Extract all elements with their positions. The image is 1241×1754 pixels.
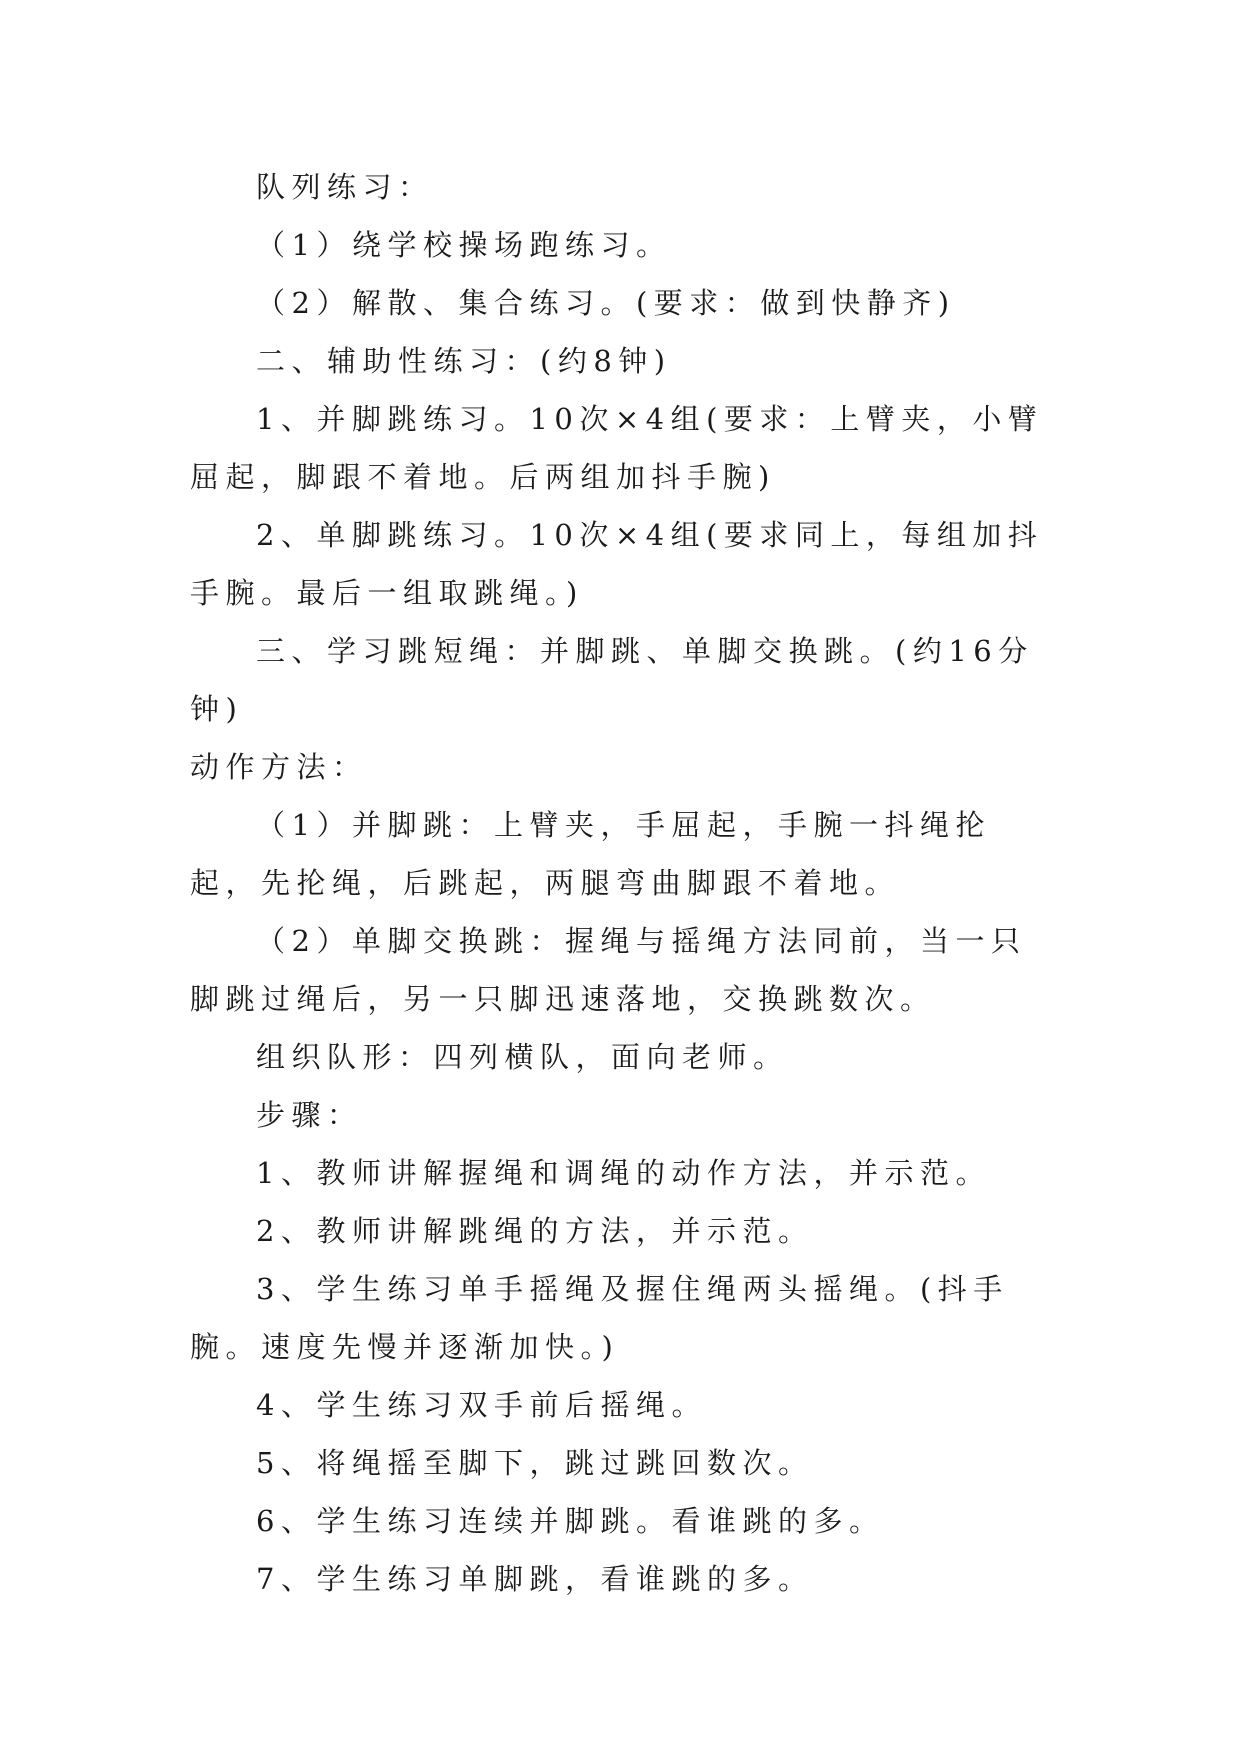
step-item-1: 1、教师讲解握绳和调绳的动作方法，并示范。	[256, 1156, 991, 1190]
label-action-method: 动作方法：	[190, 750, 368, 784]
paragraph-organization-formation: 组织队形：四列横队，面向老师。	[256, 1040, 789, 1074]
label-steps: 步骤：	[256, 1098, 363, 1132]
step-item-6: 6、学生练习连续并脚跳。看谁跳的多。	[256, 1504, 885, 1538]
paragraph-single-foot-jump: 2、单脚跳练习。10次×4组(要求同上，每组加抖手腕。最后一组取跳绳。)	[190, 518, 1044, 610]
paragraph-run-around-field: （1）绕学校操场跑练习。	[256, 228, 672, 262]
step-item-5: 5、将绳摇至脚下，跳过跳回数次。	[256, 1446, 814, 1480]
paragraph-dismiss-assemble: （2）解散、集合练习。(要求：做到快静齐)	[256, 286, 956, 320]
paragraph-method-two-foot: （1）并脚跳：上臂夹，手屈起，手腕一抖绳抡起，先抡绳，后跳起，两腿弯曲脚跟不着地。	[190, 808, 991, 900]
paragraph-method-alternate-foot: （2）单脚交换跳：握绳与摇绳方法同前，当一只脚跳过绳后，另一只脚迅速落地，交换跳数次。	[190, 924, 1027, 1016]
step-item-7: 7、学生练习单脚跳，看谁跳的多。	[256, 1562, 814, 1596]
heading-learn-short-rope: 三、学习跳短绳：并脚跳、单脚交换跳。(约16分钟)	[190, 634, 1034, 726]
paragraph-two-foot-jump: 1、并脚跳练习。10次×4组(要求：上臂夹，小臂屈起，脚跟不着地。后两组加抖手腕)	[190, 402, 1044, 494]
step-item-2: 2、教师讲解跳绳的方法，并示范。	[256, 1214, 814, 1248]
heading-auxiliary-practice: 二、辅助性练习：(约8钟)	[256, 344, 672, 378]
document-body	[190, 158, 1052, 1608]
paragraph-formation-practice: 队列练习：	[256, 170, 434, 204]
step-item-3: 3、学生练习单手摇绳及握住绳两头摇绳。(抖手腕。速度先慢并逐渐加快。)	[190, 1272, 1009, 1364]
step-item-4: 4、学生练习双手前后摇绳。	[256, 1388, 707, 1422]
